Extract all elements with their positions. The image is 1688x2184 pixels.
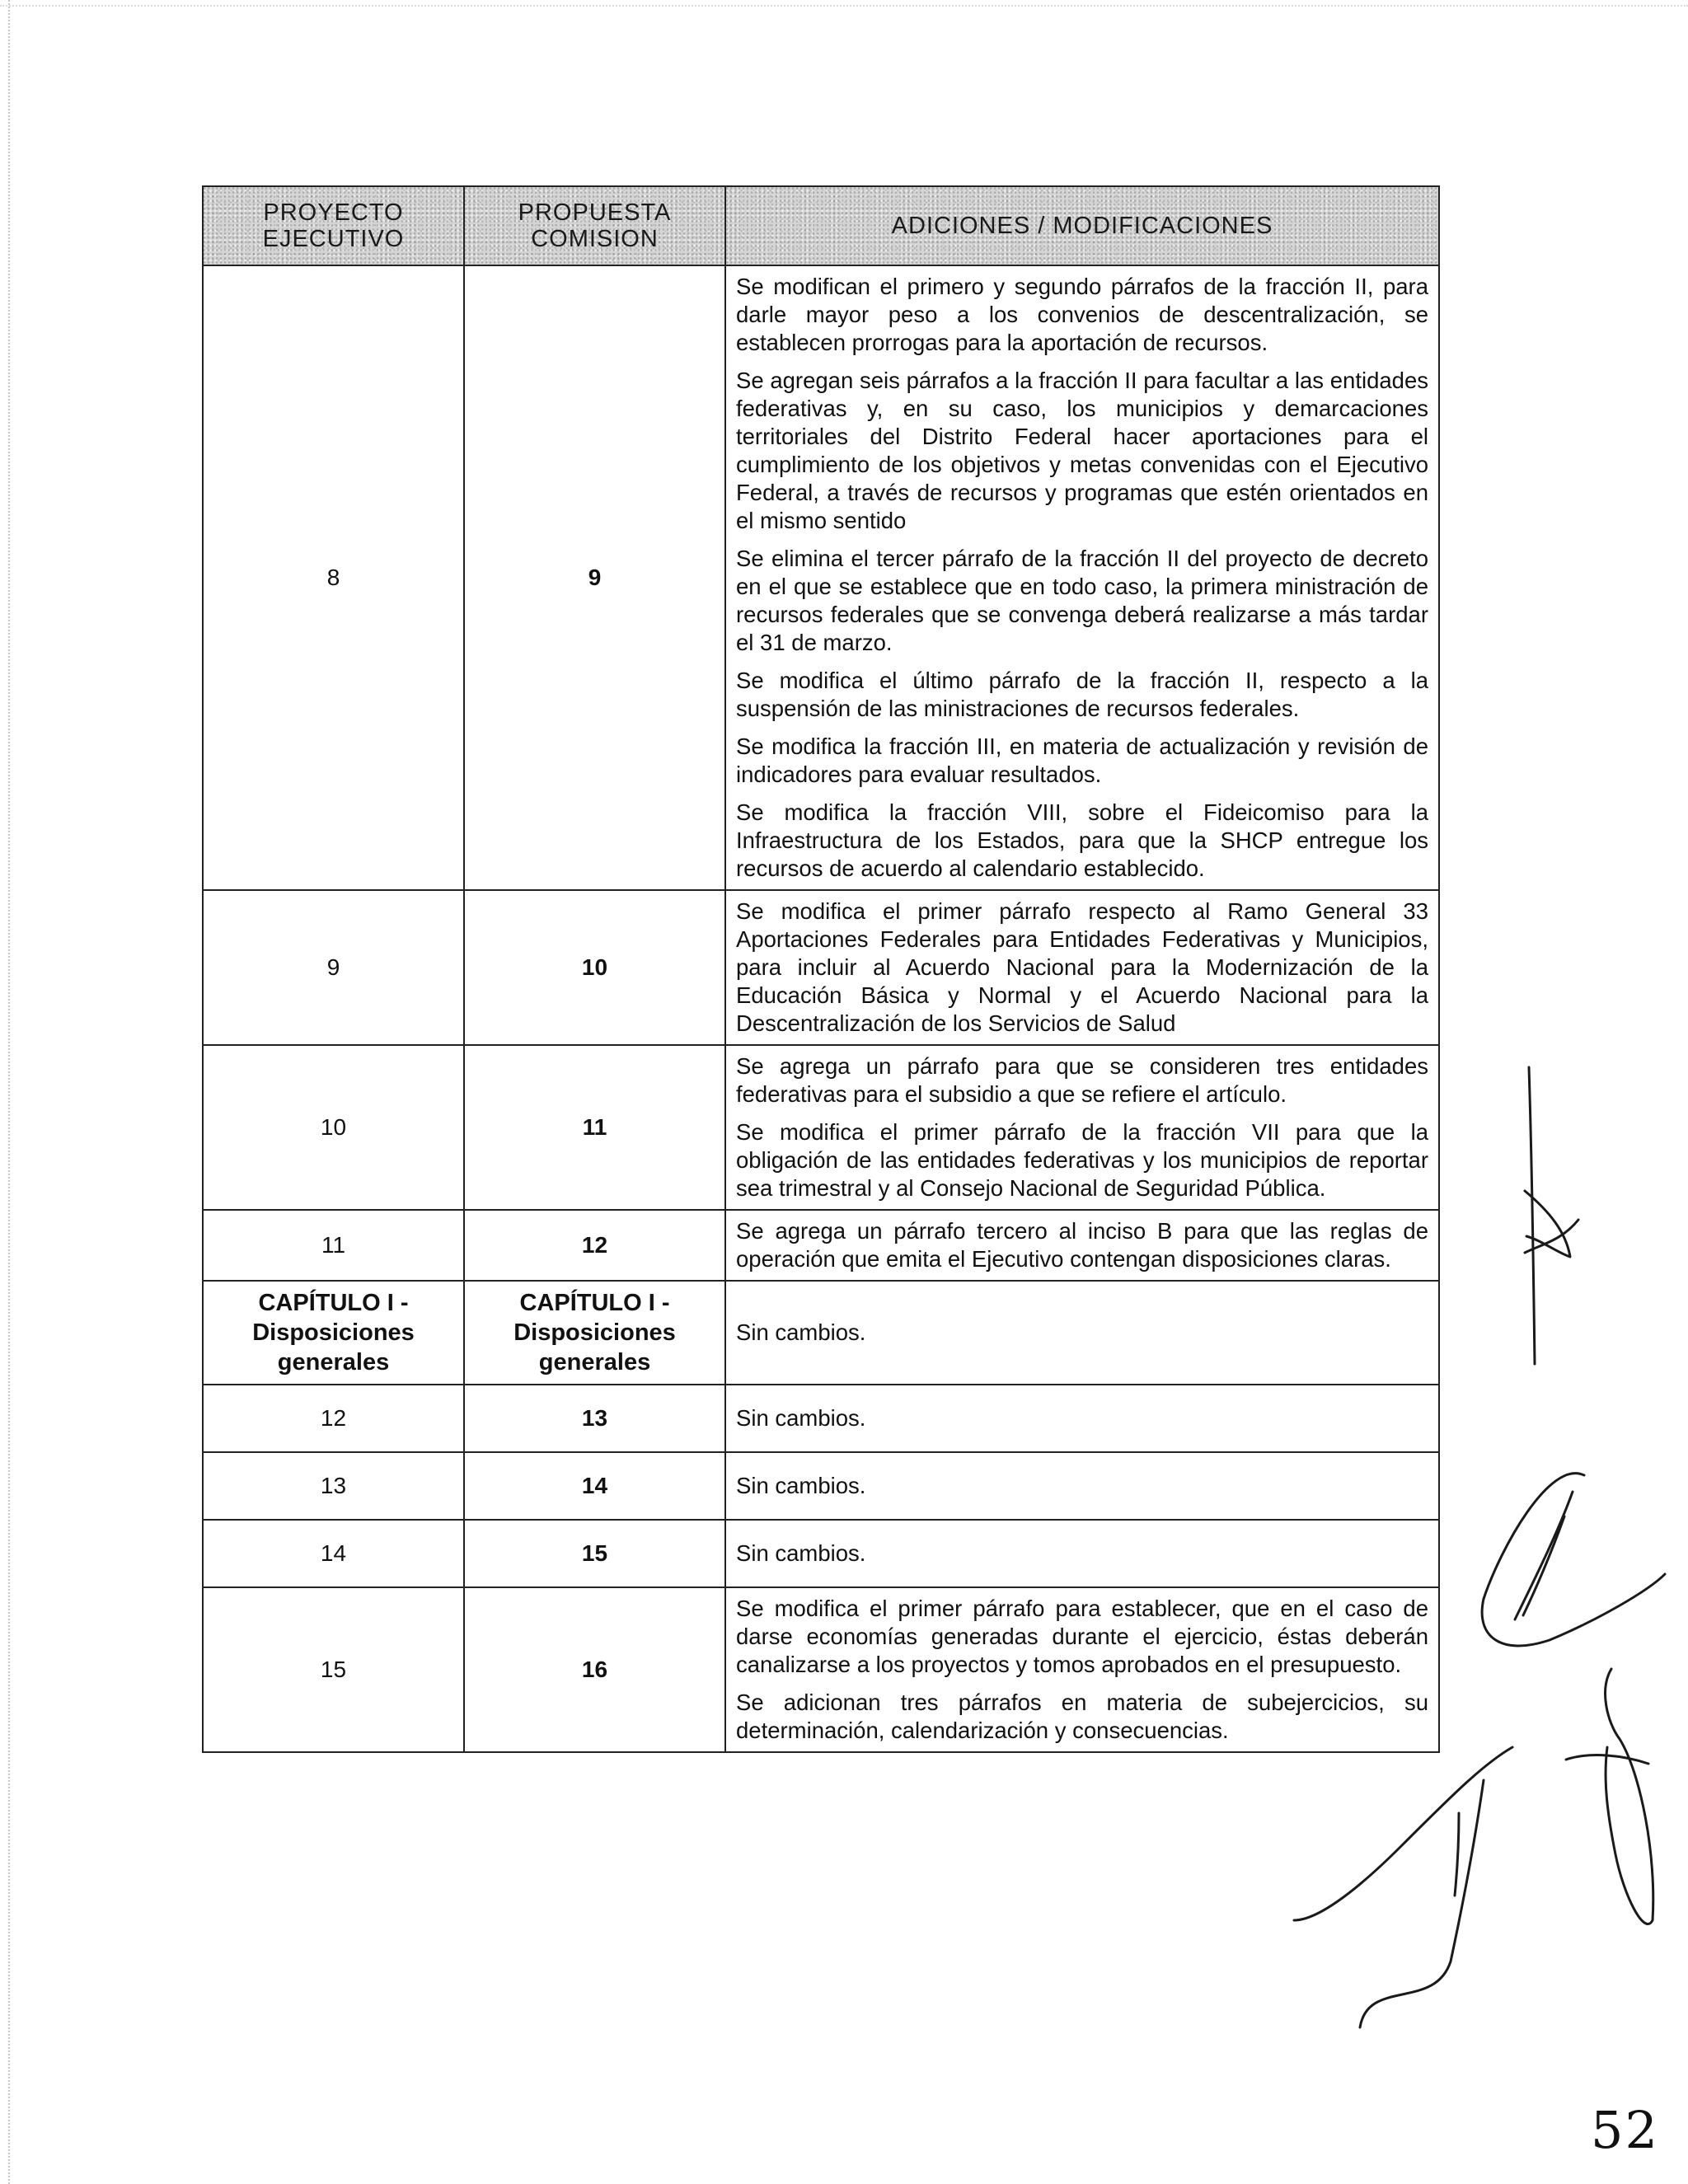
description-paragraph: Se agrega un párrafo tercero al inciso B para que las reglas de operación que emita el Ejecutivo contengan disposiciones claras. bbox=[736, 1218, 1428, 1272]
description-paragraph: Se agregan seis párrafos a la fracción II para facultar a las entidades federativas y, en su caso, los municipios y demarcaciones territoriales del Distrito Federal hacer aportaciones para el cumplimiento de los objetivos y metas convenidas con el Ejecutivo Federal, a través de recursos y programas que estén orientados en el mismo sentido bbox=[736, 368, 1428, 533]
modifications-table bbox=[202, 185, 1440, 1753]
description-paragraph: Se modifica el primer párrafo para establecer, que en el caso de darse economías generadas durante el ejercicio, éstas deberán canalizarse a los proyectos y tomos aprobados en el presupuesto. bbox=[736, 1596, 1428, 1677]
proyecto-cell: 13 bbox=[203, 1452, 464, 1520]
description-paragraph: Sin cambios. bbox=[736, 1405, 866, 1431]
scan-edge-left bbox=[0, 0, 10, 2184]
description-paragraph: Se adicionan tres párrafos en materia de subejercicios, su determinación, calendarización y consecuencias. bbox=[736, 1690, 1428, 1743]
chapter-line: generales bbox=[277, 1349, 390, 1376]
table-row bbox=[203, 890, 1439, 1045]
signature-mark-1 bbox=[1529, 1067, 1535, 1364]
table-row bbox=[203, 1452, 1439, 1520]
chapter-line: CAPÍTULO I - bbox=[258, 1290, 409, 1316]
signature-mark-3b bbox=[1360, 1780, 1484, 2027]
description-cell bbox=[725, 1210, 1439, 1281]
proyecto-cell: 12 bbox=[203, 1385, 464, 1452]
signature-mark-4 bbox=[1606, 1669, 1653, 1924]
propuesta-cell: 15 bbox=[464, 1520, 725, 1587]
chapter-line: Disposiciones bbox=[252, 1319, 415, 1346]
propuesta-cell: 16 bbox=[464, 1587, 725, 1752]
propuesta-cell: 12 bbox=[464, 1210, 725, 1281]
description-cell bbox=[725, 890, 1439, 1045]
description-cell bbox=[725, 1281, 1439, 1385]
description-cell bbox=[725, 1587, 1439, 1752]
description-paragraph: Se modifica la fracción VIII, sobre el Fideicomiso para la Infraestructura de los Estados, para que la SHCP entregue los recursos de acuerdo al calendario establecido. bbox=[736, 799, 1428, 881]
table-row bbox=[203, 1385, 1439, 1452]
chapter-line: generales bbox=[538, 1349, 651, 1376]
proyecto-cell: 11 bbox=[203, 1210, 464, 1281]
propuesta-cell: 13 bbox=[464, 1385, 725, 1452]
table-row bbox=[203, 1587, 1439, 1752]
description-paragraph: Sin cambios. bbox=[736, 1319, 866, 1345]
signature-mark-2c bbox=[1523, 1516, 1564, 1615]
table-row bbox=[203, 1045, 1439, 1210]
proyecto-chapter-cell bbox=[203, 1281, 464, 1385]
header-proyecto-ejecutivo bbox=[203, 186, 464, 265]
propuesta-cell: 10 bbox=[464, 890, 725, 1045]
header-proyecto-line-1: PROYECTO bbox=[263, 199, 404, 226]
proyecto-cell: 9 bbox=[203, 890, 464, 1045]
signature-mark-2 bbox=[1482, 1474, 1665, 1646]
signature-mark-2b bbox=[1515, 1492, 1573, 1619]
chapter-line: CAPÍTULO I - bbox=[519, 1290, 670, 1316]
propuesta-cell: 9 bbox=[464, 265, 725, 890]
table-row bbox=[203, 265, 1439, 890]
signature-mark-1c bbox=[1525, 1220, 1578, 1253]
scan-edge-top bbox=[0, 0, 1688, 7]
header-proyecto-line-2: EJECUTIVO bbox=[262, 226, 405, 252]
propuesta-cell: 11 bbox=[464, 1045, 725, 1210]
description-paragraph: Sin cambios. bbox=[736, 1540, 866, 1566]
description-paragraph: Se modifica el primer párrafo de la fracción VII para que la obligación de las entidades federativas y los municipios de reportar sea trimestral y al Consejo Nacional de Seguridad Pública. bbox=[736, 1119, 1428, 1201]
page-number-text: 52 bbox=[1591, 2100, 1659, 2160]
description-cell bbox=[725, 265, 1439, 890]
header-propuesta-line-1: PROPUESTA bbox=[518, 199, 672, 226]
page-number bbox=[1591, 2100, 1659, 2160]
description-cell bbox=[725, 1520, 1439, 1587]
description-paragraph: Se modifica el primer párrafo respecto al Ramo General 33 Aportaciones Federales para Entidades Federativas y Municipios, para incluir al Acuerdo Nacional para la Modernización de la Educación Básica y Normal y el Acuerdo Nacional para la Descentralización de los Servicios de Salud bbox=[736, 898, 1428, 1036]
description-cell bbox=[725, 1452, 1439, 1520]
description-cell bbox=[725, 1045, 1439, 1210]
description-paragraph: Se modifican el primero y segundo párrafos de la fracción II, para darle mayor peso a los convenios de descentralización, se establecen prorrogas para la aportación de recursos. bbox=[736, 274, 1428, 355]
header-propuesta-comision bbox=[464, 186, 725, 265]
description-paragraph: Se modifica la fracción III, en materia de actualización y revisión de indicadores para evaluar resultados. bbox=[736, 733, 1428, 787]
description-paragraph: Sin cambios. bbox=[736, 1473, 866, 1498]
proyecto-cell: 10 bbox=[203, 1045, 464, 1210]
proyecto-cell: 15 bbox=[203, 1587, 464, 1752]
header-propuesta-line-2: COMISION bbox=[531, 226, 659, 252]
description-cell bbox=[725, 1385, 1439, 1452]
signature-mark-3c bbox=[1455, 1813, 1459, 1896]
description-paragraph: Se modifica el último párrafo de la fracción II, respecto a la suspensión de las ministraciones de recursos federales. bbox=[736, 668, 1428, 721]
description-paragraph: Se agrega un párrafo para que se consideren tres entidades federativas para el subsidio a que se refiere el artículo. bbox=[736, 1053, 1428, 1107]
chapter-line: Disposiciones bbox=[513, 1319, 676, 1346]
chapter-row bbox=[203, 1281, 1439, 1385]
table-row bbox=[203, 1520, 1439, 1587]
signature-mark-1b bbox=[1525, 1191, 1570, 1257]
signature-mark-3 bbox=[1294, 1747, 1512, 1920]
header-adiciones-modificaciones: ADICIONES / MODIFICACIONES bbox=[725, 186, 1439, 265]
proyecto-cell: 8 bbox=[203, 265, 464, 890]
propuesta-chapter-cell bbox=[464, 1281, 725, 1385]
proyecto-cell: 14 bbox=[203, 1520, 464, 1587]
table-header-row bbox=[203, 186, 1439, 265]
table-row bbox=[203, 1210, 1439, 1281]
description-paragraph: Se elimina el tercer párrafo de la fracción II del proyecto de decreto en el que se establece que en todo caso, la primera ministración de recursos federales que se convenga deberá realizarse a más tardar el 31 de marzo. bbox=[736, 546, 1428, 655]
signature-mark-4b bbox=[1566, 1755, 1648, 1764]
propuesta-cell: 14 bbox=[464, 1452, 725, 1520]
